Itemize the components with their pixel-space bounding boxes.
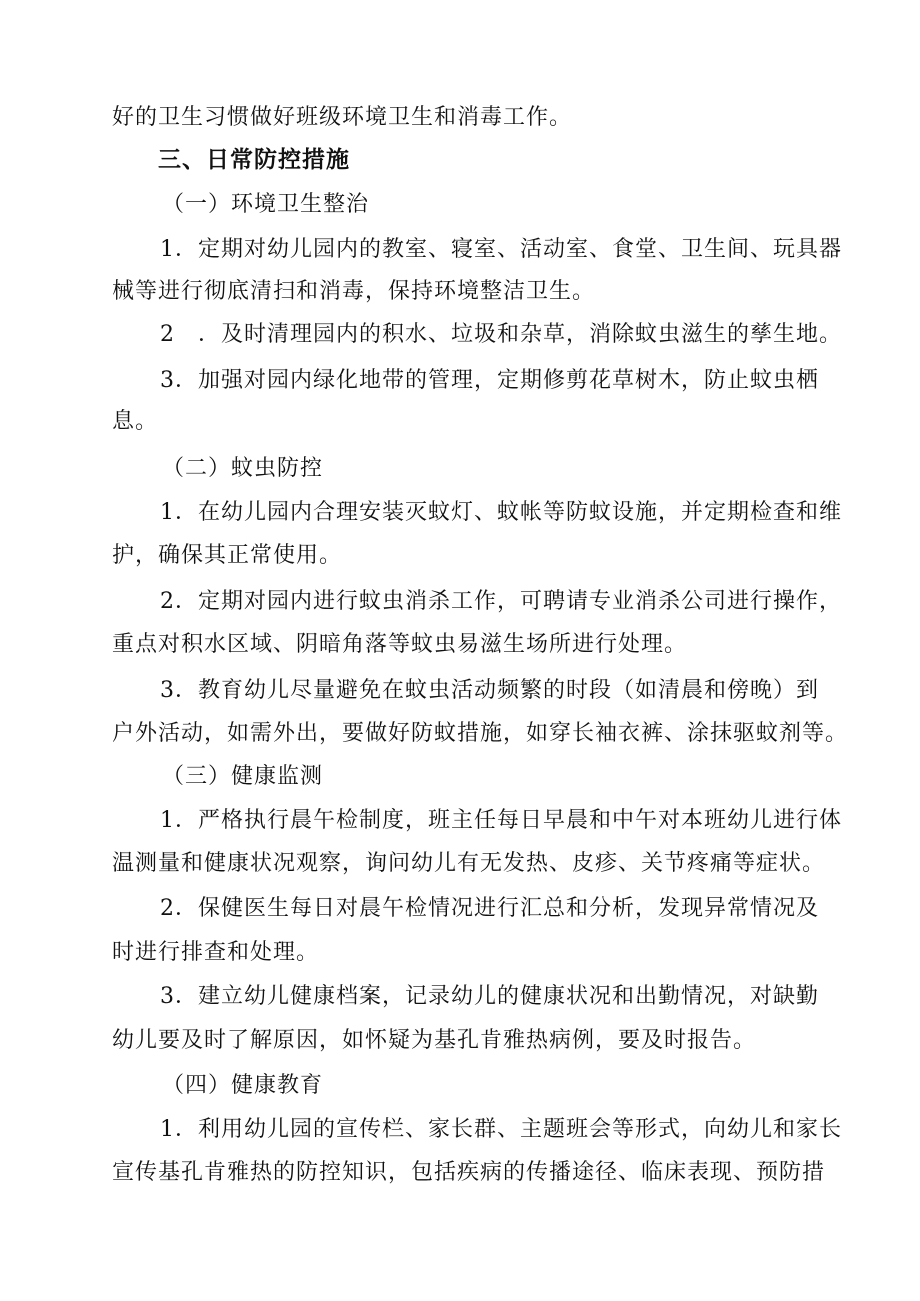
paragraph-line: 温测量和健康状况观察，询问幼儿有无发热、皮疹、关节疼痛等症状。 bbox=[112, 851, 826, 876]
paragraph-line: 械等进行彻底清扫和消毒，保持环境整洁卫生。 bbox=[112, 279, 596, 304]
paragraph-line: 护，确保其正常使用。 bbox=[112, 543, 343, 568]
paragraph-line: 2．定期对园内进行蚊虫消杀工作，可聘请专业消杀公司进行操作， bbox=[160, 589, 842, 614]
paragraph-line: 2．保健医生每日对晨午检情况进行汇总和分析，发现异常情况及 bbox=[160, 896, 819, 921]
subsection-heading: （四）健康教育 bbox=[162, 1073, 324, 1098]
paragraph-line: 好的卫生习惯做好班级环境卫生和消毒工作。 bbox=[112, 105, 573, 130]
subsection-heading: （二）蚊虫防控 bbox=[162, 456, 324, 481]
paragraph-line: 时进行排查和处理。 bbox=[112, 940, 320, 965]
paragraph-line: 2 ．及时清理园内的积水、垃圾和杂草，消除蚊虫滋生的孳生地。 bbox=[160, 322, 842, 347]
paragraph-line: 宣传基孔肯雅热的防控知识，包括疾病的传播途径、临床表现、预防措 bbox=[112, 1160, 826, 1185]
paragraph-line: 1．在幼儿园内合理安装灭蚊灯、蚊帐等防蚊设施，并定期检查和维 bbox=[160, 500, 842, 525]
paragraph-line: 1．利用幼儿园的宣传栏、家长群、主题班会等形式，向幼儿和家长 bbox=[160, 1117, 842, 1142]
paragraph-line: 1．严格执行晨午检制度，班主任每日早晨和中午对本班幼儿进行体 bbox=[160, 808, 842, 833]
paragraph-line: 3．教育幼儿尽量避免在蚊虫活动频繁的时段（如清晨和傍晚）到 bbox=[160, 678, 819, 703]
paragraph-line: 重点对积水区域、阴暗角落等蚊虫易滋生场所进行处理。 bbox=[112, 632, 688, 657]
paragraph-line: 户外活动，如需外出，要做好防蚊措施，如穿长袖衣裤、涂抹驱蚊剂等。 bbox=[112, 721, 849, 746]
paragraph-line: 1．定期对幼儿园内的教室、寝室、活动室、食堂、卫生间、玩具器 bbox=[160, 237, 842, 262]
paragraph-line: 息。 bbox=[112, 409, 159, 434]
paragraph-line: 3．建立幼儿健康档案，记录幼儿的健康状况和出勤情况，对缺勤 bbox=[160, 984, 819, 1009]
paragraph-line: 3．加强对园内绿化地带的管理，定期修剪花草树木，防止蚊虫栖 bbox=[160, 368, 819, 393]
subsection-heading: （一）环境卫生整治 bbox=[162, 192, 370, 217]
paragraph-line: 幼儿要及时了解原因，如怀疑为基孔肯雅热病例，要及时报告。 bbox=[112, 1028, 757, 1053]
section-heading: 三、日常防控措施 bbox=[158, 147, 350, 173]
subsection-heading: （三）健康监测 bbox=[162, 764, 324, 789]
